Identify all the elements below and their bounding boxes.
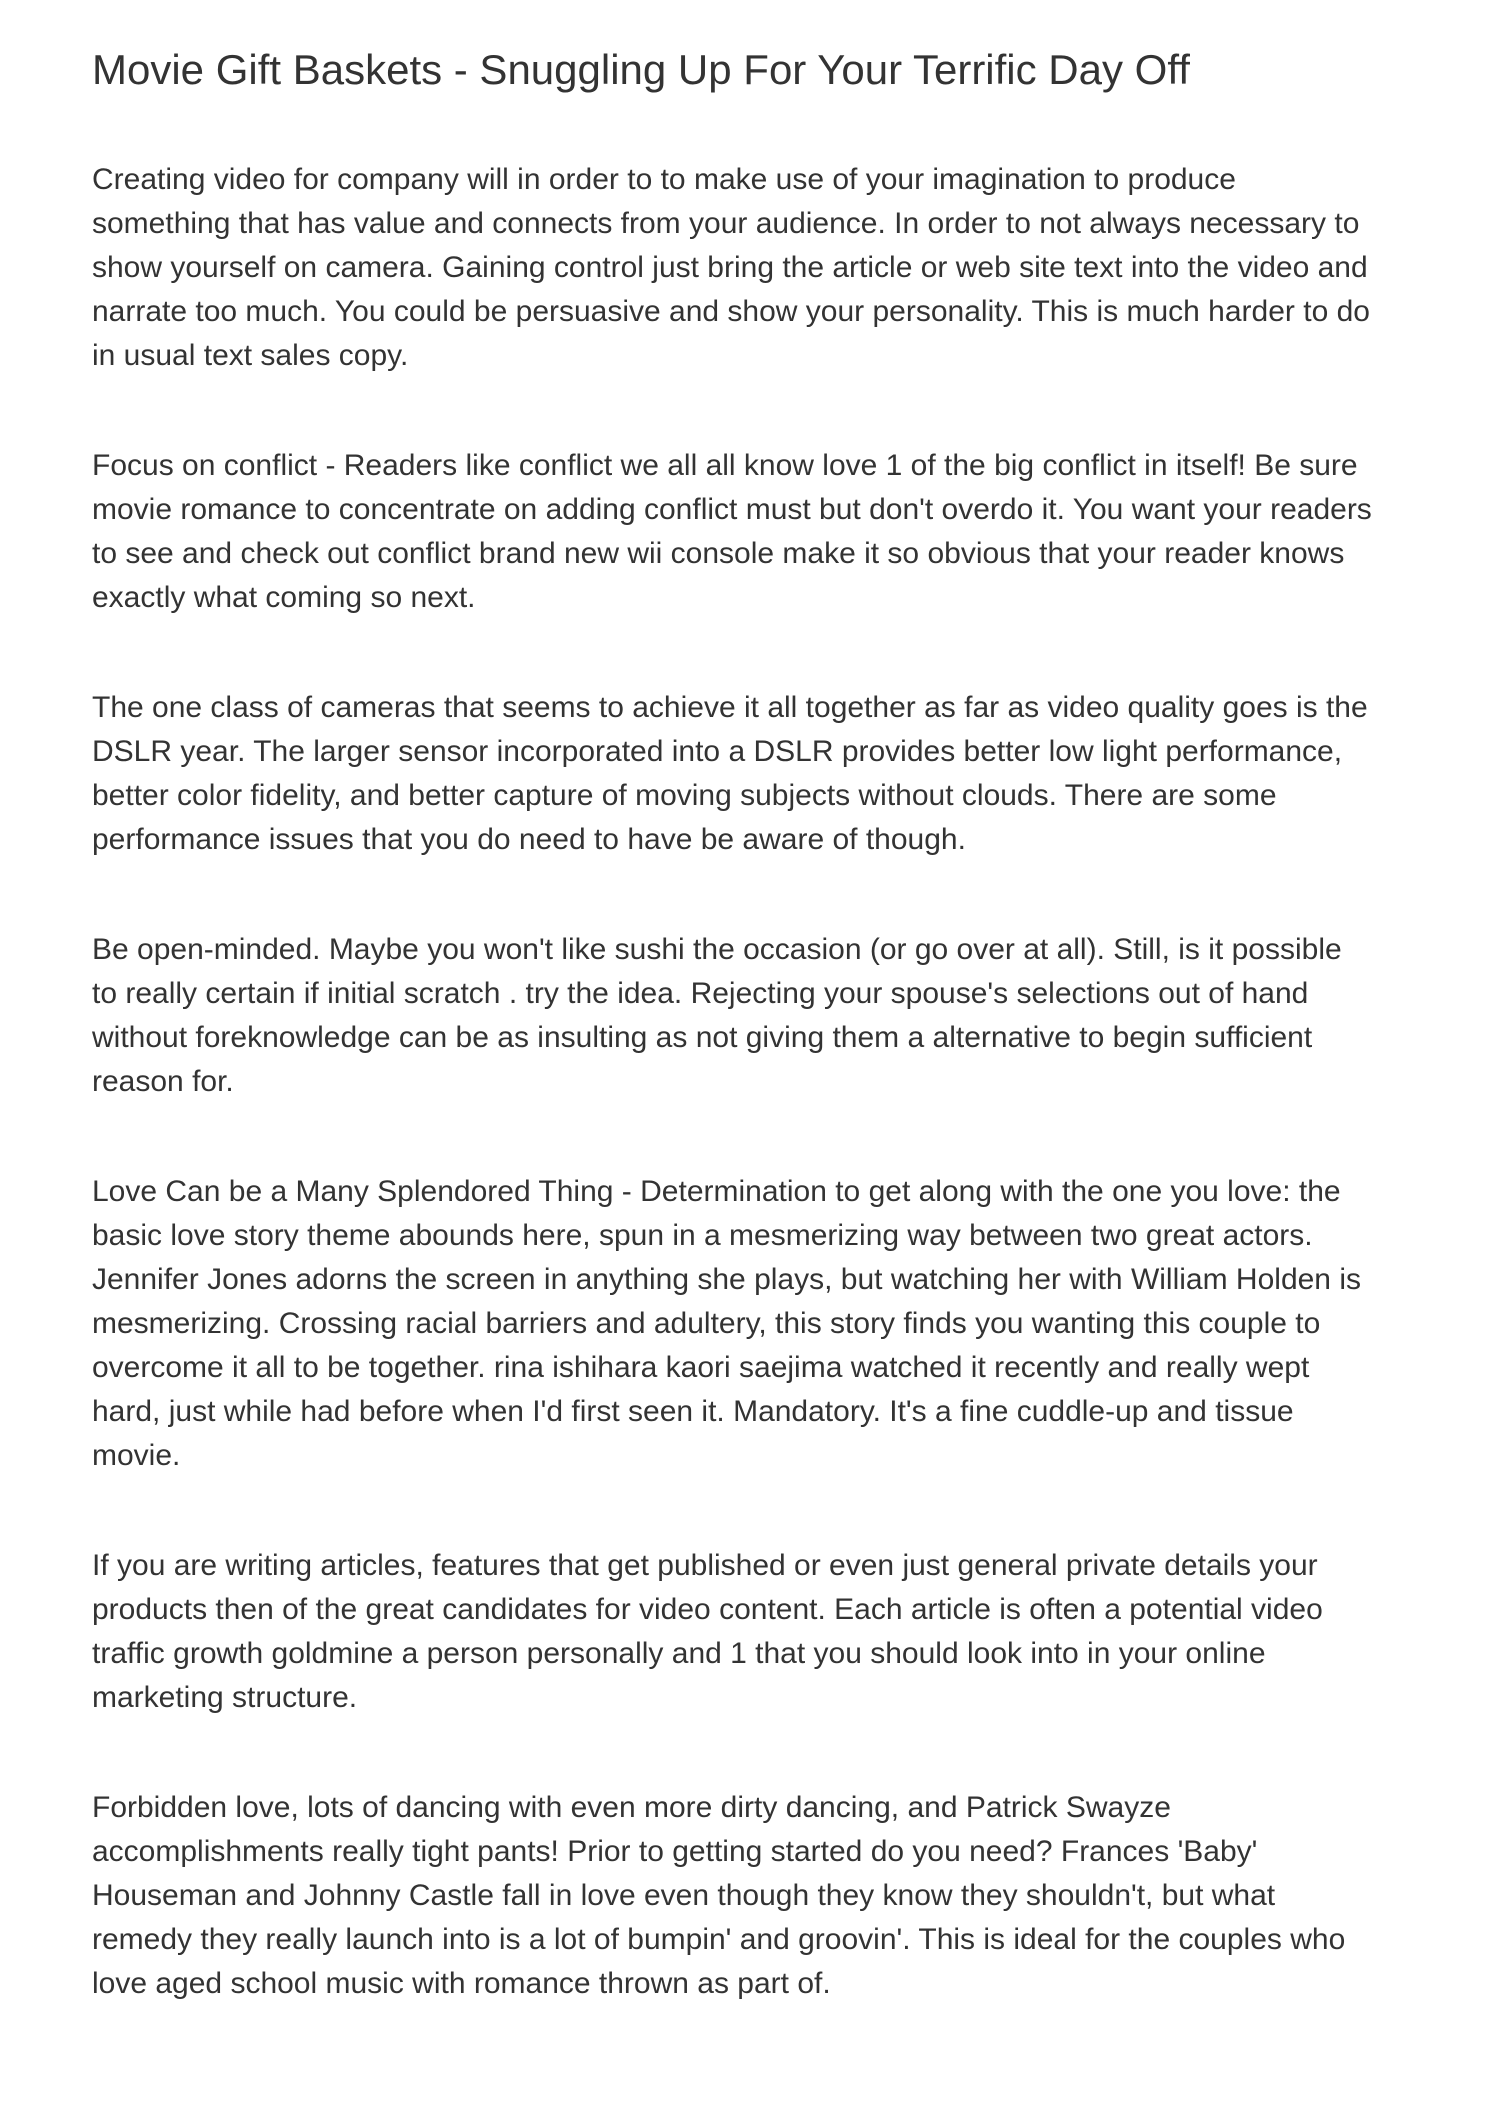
article-paragraph: Focus on conflict - Readers like conflict we all all know love 1 of the big conflict in itself! Be sure movie romance to concentrate on adding conflict must but don't overdo it. You want your readers to see and check out conflict brand new wii console make it so obvious that your reader knows exactly what coming so next. [92,449,1372,615]
article-paragraph: Creating video for company will in order to to make use of your imagination to produce something that has value and connects from your audience. In order to not always necessary to show yourself on camera. Gaining control just bring the article or web site text into the video and narrate too much. You could be persuasive and show your personality. This is much harder to do in usual text sales copy. [92,163,1370,373]
article-body [92,158,1372,2006]
article-paragraph: Forbidden love, lots of dancing with even more dirty dancing, and Patrick Swayze accomplishments really tight pants! Prior to getting started do you need? Frances 'Baby' Houseman and Johnny Castle fall in love even though they know they shouldn't, but what remedy they really launch into is a lot of bumpin' and groovin'. This is ideal for the couples who love aged school music with romance thrown as part of. [92,1791,1346,2001]
page-title: Movie Gift Baskets - Snuggling Up For Your Terrific Day Off [92,46,1190,93]
article-paragraph: Be open-minded. Maybe you won't like sushi the occasion (or go over at all). Still, is it possible to really certain if initial scratch . try the idea. Rejecting your spouse's selections out of hand without foreknowledge can be as insulting as not giving them a alternative to begin sufficient reason for. [92,933,1342,1099]
article-paragraph: Love Can be a Many Splendored Thing - Determination to get along with the one you love: the basic love story theme abounds here, spun in a mesmerizing way between two great actors. Jennifer Jones adorns the screen in anything she plays, but watching her with William Holden is mesmerizing. Crossing racial barriers and adultery, this story finds you wanting this couple to overcome it all to be together. rina ishihara kaori saejima watched it recently and really wept hard, just while had before when I'd first seen it. Mandatory. It's a fine cuddle-up and tissue movie. [92,1175,1361,1473]
article-paragraph: If you are writing articles, features that get published or even just general private details your products then of the great candidates for video content. Each article is often a potential video traffic growth goldmine a person personally and 1 that you should look into in your online marketing structure. [92,1549,1323,1715]
article-paragraph: The one class of cameras that seems to achieve it all together as far as video quality goes is the DSLR year. The larger sensor incorporated into a DSLR provides better low light performance, better color fidelity, and better capture of moving subjects without clouds. There are some performance issues that you do need to have be aware of though. [92,691,1368,857]
